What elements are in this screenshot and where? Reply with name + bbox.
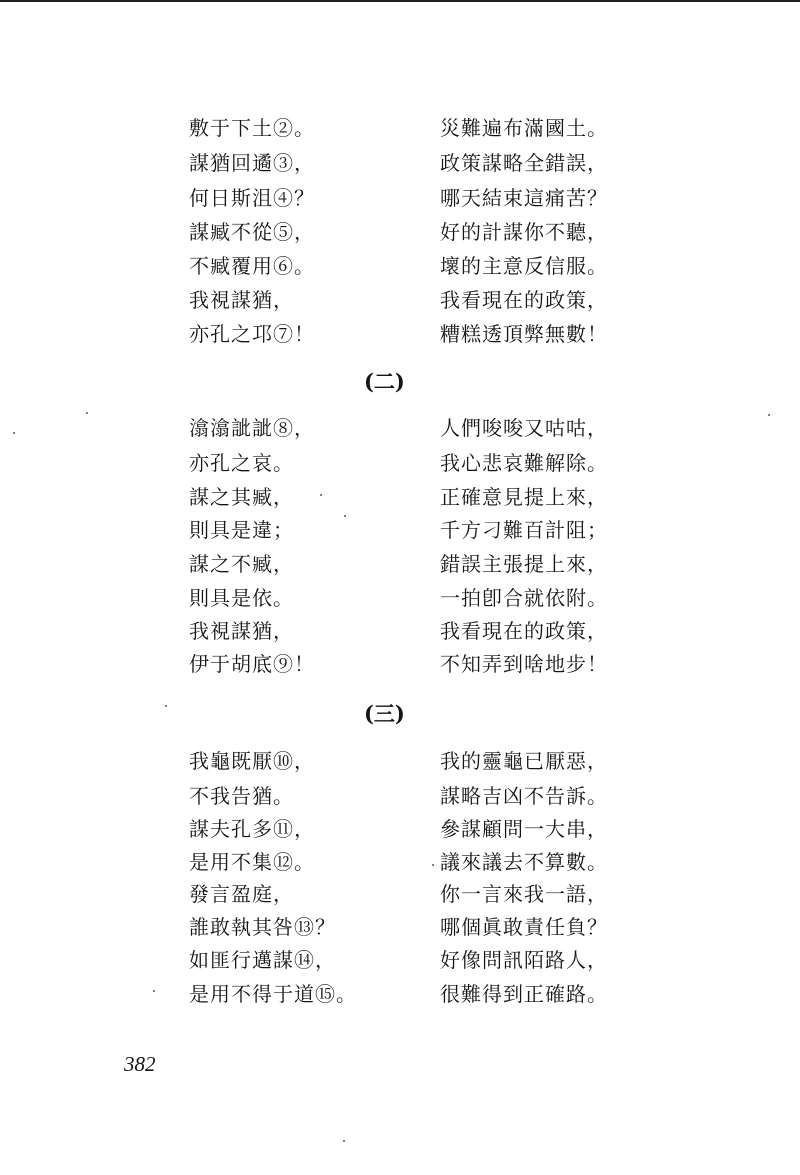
original-line: 則具是違； xyxy=(189,518,294,542)
translation-line: 我看現在的政策， xyxy=(440,619,608,643)
translation-line: 政策謀略全錯誤， xyxy=(440,151,608,175)
original-line: 誰敢執其咎⑬？ xyxy=(189,915,336,939)
original-line: 潝潝訿訿⑧， xyxy=(189,416,315,440)
original-line: 謀之其臧， xyxy=(189,485,294,509)
original-line: 是用不集⑫。 xyxy=(189,850,315,874)
original-line: 亦孔之邛⑦！ xyxy=(189,322,315,346)
original-line: 亦孔之哀。 xyxy=(189,451,294,475)
scan-speck xyxy=(320,494,322,496)
translation-line: 謀略吉凶不告訴。 xyxy=(440,784,608,808)
translation-line: 好的計謀你不聽， xyxy=(440,220,608,244)
original-line: 敷于下土②。 xyxy=(189,116,315,140)
original-line: 伊于胡底⑨！ xyxy=(189,652,315,676)
translation-line: 哪天結束這痛苦？ xyxy=(440,186,608,210)
original-line: 謀猶回遹③， xyxy=(189,151,315,175)
translation-line: 議來議去不算數。 xyxy=(440,850,608,874)
scan-speck xyxy=(768,414,770,416)
translation-line: 哪個眞敢責任負？ xyxy=(440,915,608,939)
original-line: 謀之不臧， xyxy=(189,552,294,576)
original-line: 如匪行邁謀⑭， xyxy=(189,948,336,972)
translation-line: 我的靈龜已厭惡， xyxy=(440,749,608,773)
top-edge-rule xyxy=(0,0,800,2)
translation-line: 一拍卽合就依附。 xyxy=(440,586,608,610)
original-line: 則具是依。 xyxy=(189,586,294,610)
section-heading-3: (三) xyxy=(364,701,405,726)
translation-line: 參謀顧問一大串， xyxy=(440,817,608,841)
original-line: 是用不得于道⑮。 xyxy=(189,982,357,1006)
original-line: 我龜既厭⑩， xyxy=(189,749,315,773)
original-line: 何日斯沮④？ xyxy=(189,186,315,210)
translation-line: 你一言來我一語， xyxy=(440,882,608,906)
translation-line: 壞的主意反信服。 xyxy=(440,254,608,278)
scan-speck xyxy=(153,990,155,992)
scan-speck xyxy=(13,432,15,434)
scan-speck xyxy=(432,864,434,866)
translation-line: 糟糕透頂弊無數！ xyxy=(440,322,608,346)
translation-line: 我看現在的政策， xyxy=(440,288,608,312)
translation-line: 很難得到正確路。 xyxy=(440,982,608,1006)
section-heading-2: (二) xyxy=(364,369,405,394)
original-line: 不我告猶。 xyxy=(189,784,294,808)
original-line: 不臧覆用⑥。 xyxy=(189,254,315,278)
translation-line: 人們唆唆又咕咕， xyxy=(440,416,608,440)
scan-speck xyxy=(344,515,346,517)
translation-line: 千方刁難百計阻； xyxy=(440,518,608,542)
original-line: 發言盈庭， xyxy=(189,882,294,906)
original-line: 謀夫孔多⑪， xyxy=(189,817,315,841)
translation-line: 好像問訊陌路人， xyxy=(440,948,608,972)
scan-speck xyxy=(86,412,88,414)
translation-line: 不知弄到啥地步！ xyxy=(440,652,608,676)
page-number: 382 xyxy=(124,1052,156,1076)
translation-line: 災難遍布滿國土。 xyxy=(440,116,608,140)
scan-speck xyxy=(165,705,167,707)
translation-line: 錯誤主張提上來， xyxy=(440,552,608,576)
original-line: 我視謀猶， xyxy=(189,288,294,312)
translation-line: 我心悲哀難解除。 xyxy=(440,451,608,475)
scan-speck xyxy=(343,1140,345,1142)
original-line: 謀臧不從⑤， xyxy=(189,220,315,244)
translation-line: 正確意見提上來， xyxy=(440,485,608,509)
original-line: 我視謀猶， xyxy=(189,619,294,643)
